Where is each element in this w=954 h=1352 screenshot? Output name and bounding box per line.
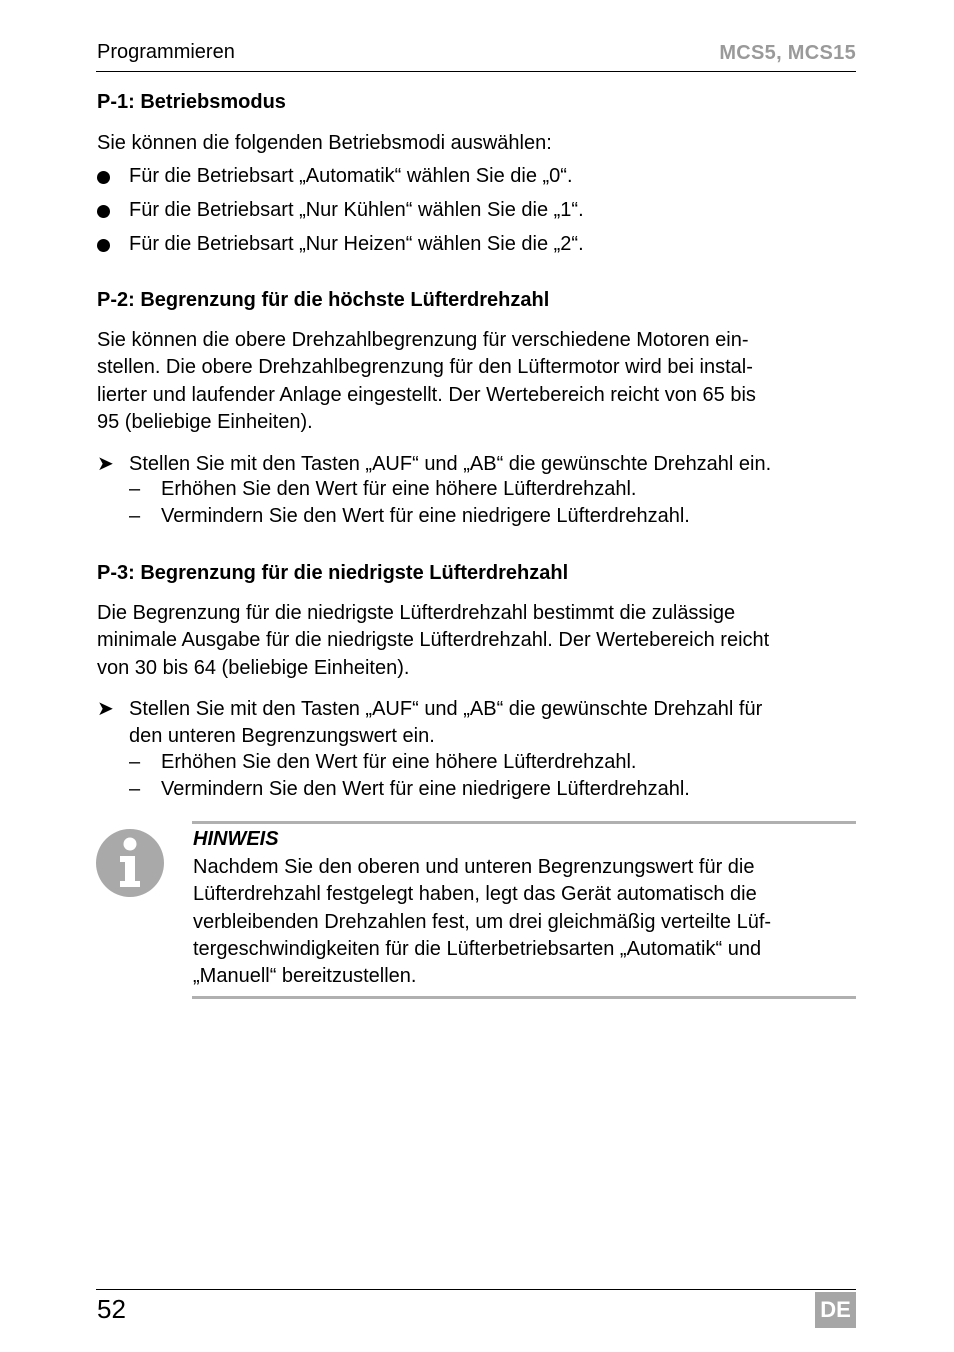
step-text: [129, 696, 864, 751]
text-line: tergeschwindigkeiten für die Lüfterbetriebsarten „Automatik“ und: [193, 937, 762, 960]
text-line: stellen. Die obere Drehzahlbegrenzung für den Lüftermotor wird bei instal-: [97, 356, 753, 379]
bullet-dot-icon: [97, 239, 110, 252]
arrow-right-icon: ➤: [97, 453, 114, 475]
step-text: Stellen Sie mit den Tasten „AUF“ und „AB“ die gewünschte Drehzahl ein.: [129, 453, 772, 475]
text-line: Sie können die obere Drehzahlbegrenzung für verschiedene Motoren ein-: [97, 329, 749, 351]
dash-icon: –: [129, 505, 141, 527]
substep-text: Erhöhen Sie den Wert für eine höhere Lüfterdrehzahl.: [161, 751, 637, 773]
bullet-item: [97, 199, 857, 226]
text-line: den unteren Begrenzungswert ein.: [129, 725, 435, 748]
text-line: lierter und laufender Anlage eingestellt. Der Wertebereich reicht von 65 bis: [97, 383, 756, 406]
substep-text: Vermindern Sie den Wert für eine niedrigere Lüfterdrehzahl.: [161, 778, 690, 800]
substep-text: Erhöhen Sie den Wert für eine höhere Lüfterdrehzahl.: [161, 478, 637, 500]
dash-icon: –: [129, 478, 141, 500]
text-line: von 30 bis 64 (beliebige Einheiten).: [97, 656, 410, 679]
dash-icon: –: [129, 778, 141, 800]
text-line: verbleibenden Drehzahlen fest, um drei gleichmäßig verteilte Lüf-: [193, 910, 772, 933]
text-line: Lüfterdrehzahl festgelegt haben, legt das Gerät automatisch die: [193, 883, 757, 906]
language-badge: DE: [815, 1292, 856, 1328]
dash-icon: –: [129, 751, 141, 773]
page-number: 52: [97, 1294, 126, 1324]
bullet-dot-icon: [97, 171, 110, 184]
heading-p2: P-2: Begrenzung für die höchste Lüfterdrehzahl: [97, 289, 550, 311]
p1-intro: Sie können die folgenden Betriebsmodi auswählen:: [97, 132, 552, 154]
info-icon: [96, 829, 164, 897]
bullet-item: [97, 165, 857, 192]
substep-item: [129, 778, 829, 805]
note-title: HINWEIS: [193, 828, 279, 850]
header-model: MCS5, MCS15: [719, 42, 856, 64]
heading-p1: P-1: Betriebsmodus: [97, 91, 286, 113]
bullet-text: Für die Betriebsart „Nur Heizen“ wählen Sie die „2“.: [129, 233, 584, 255]
heading-p3: P-3: Begrenzung für die niedrigste Lüfterdrehzahl: [97, 562, 569, 584]
p3-paragraph: [97, 600, 857, 682]
p3-step: [97, 696, 857, 752]
text-line: 95 (beliebige Einheiten).: [97, 410, 313, 433]
bullet-dot-icon: [97, 205, 110, 218]
bullet-text: Für die Betriebsart „Automatik“ wählen Sie die „0“.: [129, 165, 573, 187]
substep-item: [129, 751, 829, 778]
note-bottom-rule: [192, 996, 856, 999]
note-top-rule: [192, 821, 856, 824]
text-line: „Manuell“ bereitzustellen.: [193, 965, 417, 988]
text-line: Nachdem Sie den oberen und unteren Begrenzungswert für die: [193, 856, 755, 878]
arrow-right-icon: ➤: [97, 698, 114, 720]
bullet-item: [97, 233, 857, 260]
p2-step: [97, 451, 857, 479]
substep-text: Vermindern Sie den Wert für eine niedrigere Lüfterdrehzahl.: [161, 505, 690, 527]
p2-paragraph: [97, 327, 857, 436]
note-body: [193, 854, 853, 990]
text-line: Die Begrenzung für die niedrigste Lüfterdrehzahl bestimmt die zulässige: [97, 602, 736, 624]
footer-rule: [96, 1289, 856, 1290]
header-rule: [96, 71, 856, 72]
header-section-title: Programmieren: [97, 41, 235, 63]
text-line: minimale Ausgabe für die niedrigste Lüfterdrehzahl. Der Wertebereich reicht: [97, 629, 770, 652]
text-line: Stellen Sie mit den Tasten „AUF“ und „AB“ die gewünschte Drehzahl für: [129, 698, 763, 720]
substep-item: [129, 478, 829, 505]
bullet-text: Für die Betriebsart „Nur Kühlen“ wählen Sie die „1“.: [129, 199, 584, 221]
substep-item: [129, 505, 829, 532]
